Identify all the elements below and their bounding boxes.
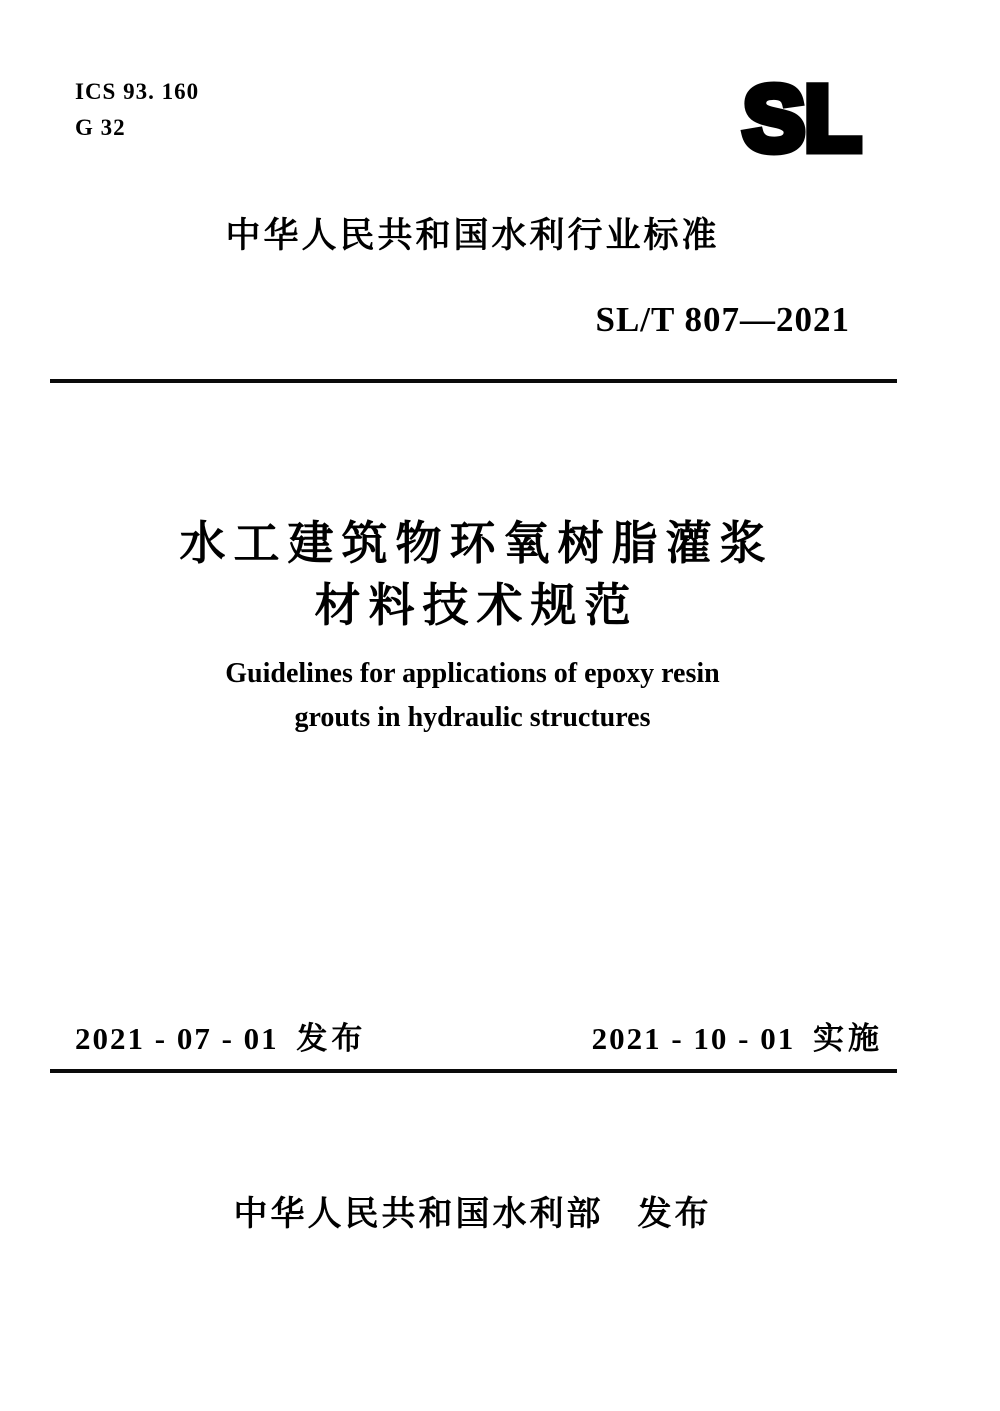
standard-category-title: 中华人民共和国水利行业标准	[225, 216, 720, 255]
ics-code: ICS 93. 160	[75, 79, 200, 104]
implement-date-label: 实施	[813, 1021, 883, 1056]
issue-date-item	[75, 1013, 366, 1058]
document-title-en-line1: Guidelines for applications of epoxy resin	[225, 658, 720, 689]
issue-date: 2021 - 07 - 01	[75, 1021, 279, 1056]
document-title-zh-line1: 水工建筑物环氧树脂灌浆	[179, 517, 774, 569]
issue-date-label: 发布	[296, 1021, 367, 1056]
document-title-en-line2: grouts in hydraulic structures	[294, 702, 651, 733]
document-title-en	[50, 652, 895, 740]
implement-date-item	[592, 1013, 883, 1058]
dates-row	[50, 1013, 895, 1058]
sl-logo	[722, 66, 882, 162]
sl-logo-text: SL	[743, 68, 861, 162]
standard-number: SL/T 807—2021	[595, 300, 850, 339]
classification-codes	[75, 74, 199, 146]
bottom-divider-rule	[50, 1069, 897, 1073]
implement-date: 2021 - 10 - 01	[591, 1021, 796, 1056]
document-title-zh	[50, 512, 895, 636]
top-divider-rule	[50, 379, 897, 383]
doc-class-code: G 32	[75, 115, 126, 140]
publisher-name: 中华人民共和国水利部	[233, 1195, 604, 1233]
publisher-line	[50, 1186, 895, 1235]
publisher-action: 发布	[637, 1195, 712, 1233]
document-title-zh-line2: 材料技术规范	[314, 579, 639, 631]
